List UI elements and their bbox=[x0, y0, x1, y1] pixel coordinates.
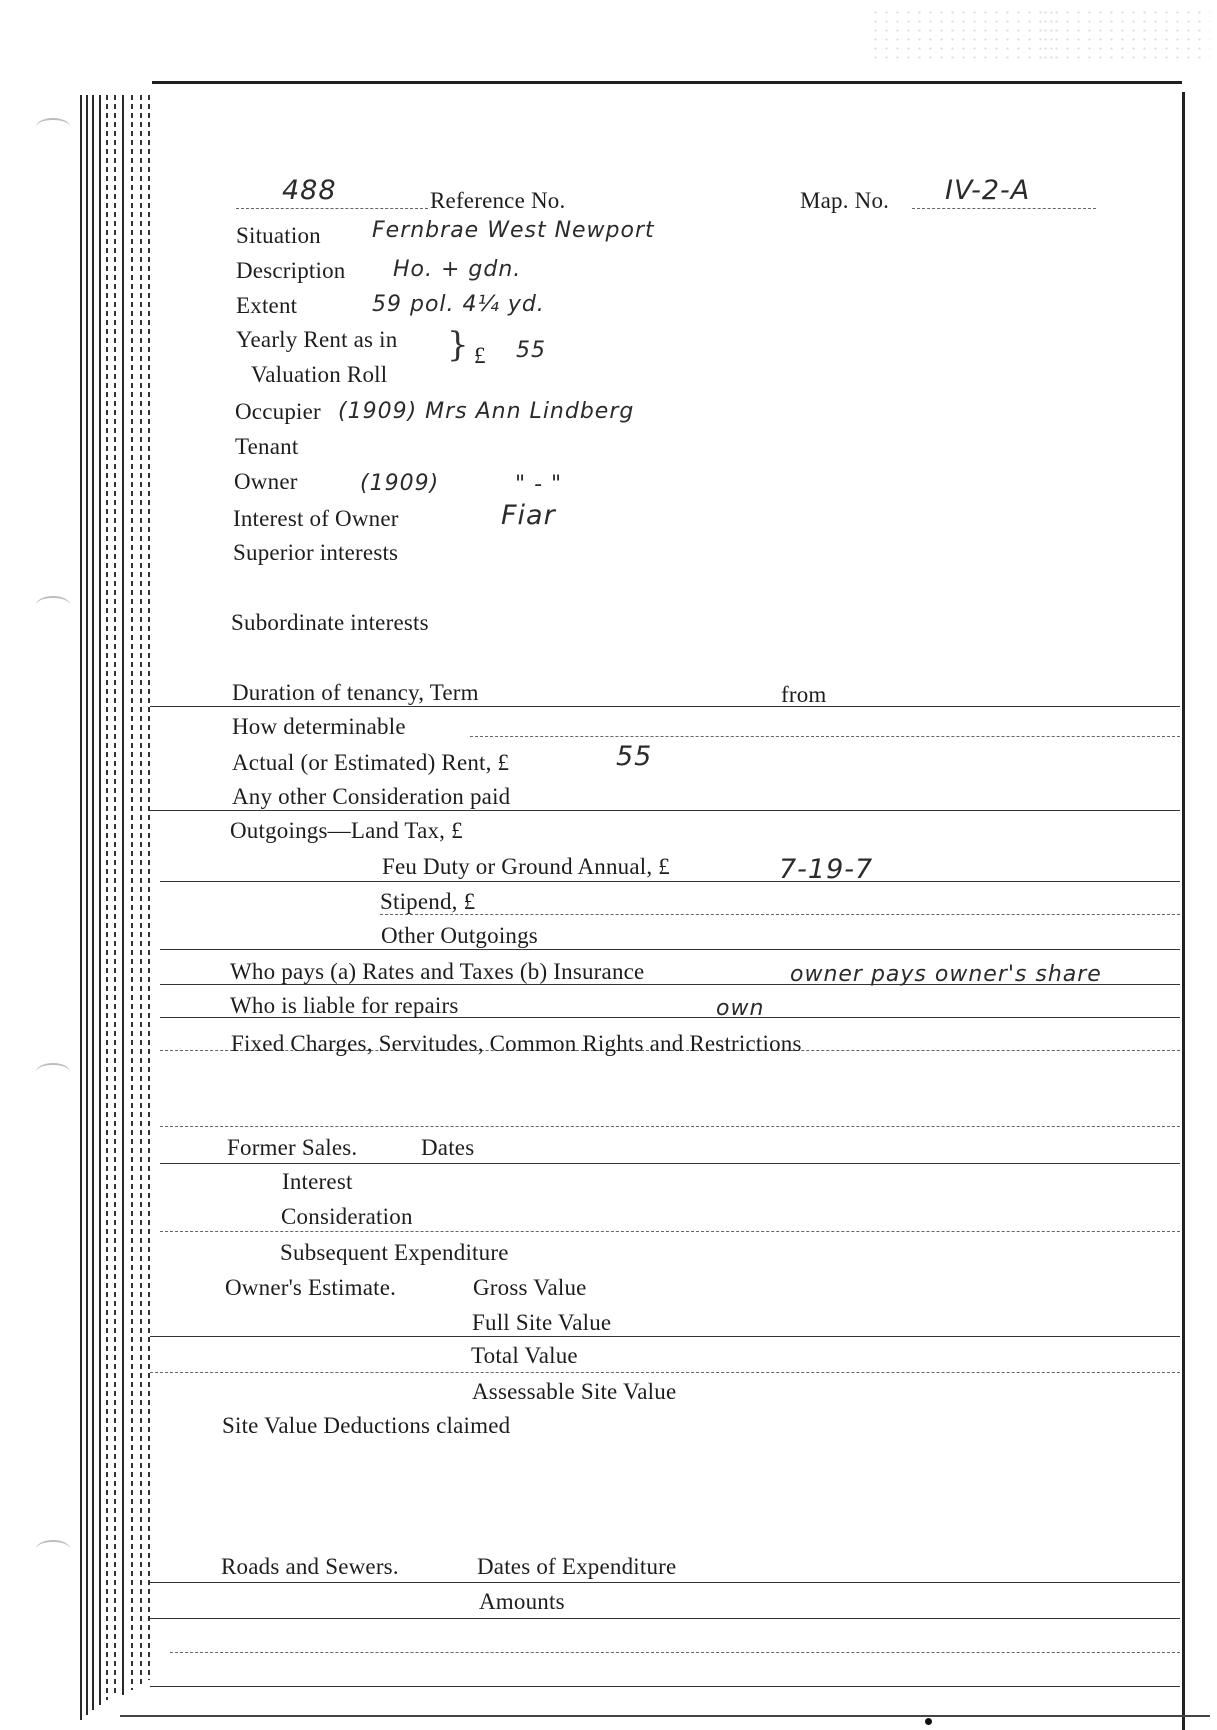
actual-rent-value: 55 bbox=[616, 741, 653, 772]
punch-hole-mark bbox=[36, 118, 70, 136]
feu-duty-label: Feu Duty or Ground Annual, £ bbox=[382, 854, 670, 879]
owner-ditto-value: " - " bbox=[515, 472, 563, 497]
punch-hole-mark bbox=[36, 1063, 70, 1081]
binding-edge bbox=[86, 95, 88, 1715]
roads-sewers-label: Roads and Sewers. bbox=[221, 1554, 399, 1579]
description-value: Ho. + gdn. bbox=[393, 257, 522, 282]
situation-label: Situation bbox=[236, 223, 321, 248]
who-pays-value: owner pays owner's share bbox=[790, 962, 1102, 987]
yearly-rent-pound: £ bbox=[474, 343, 486, 368]
interest-label: Interest bbox=[282, 1169, 353, 1194]
page-bottom-edge bbox=[120, 1715, 1210, 1717]
former-sales-label: Former Sales. bbox=[227, 1135, 358, 1160]
repairs-label: Who is liable for repairs bbox=[230, 993, 459, 1018]
map-no-value: IV-2-A bbox=[945, 175, 1031, 206]
owners-estimate-label: Owner's Estimate. bbox=[225, 1275, 397, 1300]
situation-value: Fernbrae West Newport bbox=[372, 218, 655, 243]
dates-expenditure-label: Dates of Expenditure bbox=[477, 1554, 677, 1579]
binding-edge bbox=[80, 95, 82, 1720]
fixed-charges-label: Fixed Charges, Servitudes, Common Rights and Restrictions bbox=[231, 1031, 802, 1056]
ruled-line bbox=[160, 1231, 1180, 1232]
binding-edge bbox=[122, 95, 124, 1695]
binding-edge bbox=[148, 95, 150, 1680]
site-deductions-label: Site Value Deductions claimed bbox=[222, 1413, 511, 1438]
page-top-edge bbox=[152, 81, 1182, 84]
who-pays-label: Who pays (a) Rates and Taxes (b) Insurance bbox=[230, 959, 645, 984]
extent-value: 59 pol. 4¼ yd. bbox=[372, 292, 545, 317]
binding-edge bbox=[114, 95, 116, 1695]
ruled-line bbox=[150, 706, 1180, 707]
reference-no-label: Reference No. bbox=[430, 188, 566, 213]
former-sales-dates-label: Dates bbox=[421, 1135, 475, 1160]
binding-edge bbox=[99, 95, 101, 1705]
occupier-value: (1909) Mrs Ann Lindberg bbox=[338, 399, 635, 424]
assessable-site-value-label: Assessable Site Value bbox=[472, 1379, 677, 1404]
interest-of-owner-label: Interest of Owner bbox=[233, 506, 399, 531]
bracket-mark: } bbox=[447, 325, 469, 365]
owner-year-value: (1909) bbox=[360, 471, 440, 496]
repairs-value: own bbox=[716, 996, 765, 1021]
map-no-label: Map. No. bbox=[800, 188, 890, 213]
occupier-label: Occupier bbox=[235, 399, 321, 424]
ruled-line bbox=[470, 736, 1180, 737]
scan-speckle bbox=[870, 8, 1060, 60]
ruled-line bbox=[160, 881, 1180, 882]
binding-edge bbox=[106, 95, 108, 1700]
ruled-line bbox=[150, 1618, 1180, 1619]
other-outgoings-label: Other Outgoings bbox=[381, 923, 538, 948]
scan-speckle bbox=[1040, 8, 1210, 60]
binding-edge bbox=[140, 95, 142, 1685]
ruled-line bbox=[160, 949, 1180, 950]
consideration-label: Consideration bbox=[281, 1204, 413, 1229]
outgoings-label: Outgoings—Land Tax, £ bbox=[230, 818, 463, 843]
ref-no-line bbox=[236, 208, 428, 209]
actual-rent-label: Actual (or Estimated) Rent, £ bbox=[232, 750, 510, 775]
feu-duty-value: 7-19-7 bbox=[779, 854, 874, 885]
interest-of-owner-value: Fiar bbox=[501, 500, 556, 531]
stipend-label: Stipend, £ bbox=[380, 889, 476, 914]
other-consideration-label: Any other Consideration paid bbox=[232, 784, 511, 809]
ruled-line bbox=[150, 1582, 1180, 1583]
page-right-edge bbox=[1182, 92, 1185, 1730]
ruled-line bbox=[160, 1126, 1180, 1127]
full-site-value-label: Full Site Value bbox=[472, 1310, 612, 1335]
valuation-roll-label: Valuation Roll bbox=[251, 362, 388, 387]
reference-no-value: 488 bbox=[282, 175, 337, 206]
superior-interests-label: Superior interests bbox=[233, 540, 399, 565]
binding-edge bbox=[92, 95, 94, 1710]
extent-label: Extent bbox=[236, 293, 298, 318]
yearly-rent-value: 55 bbox=[516, 338, 546, 363]
ruled-line bbox=[150, 1372, 1180, 1373]
ruled-line bbox=[380, 914, 1180, 915]
yearly-rent-label: Yearly Rent as in bbox=[236, 327, 398, 352]
map-no-line bbox=[912, 208, 1096, 209]
binding-edge bbox=[131, 95, 133, 1690]
punch-hole-mark bbox=[36, 1540, 70, 1558]
duration-label: Duration of tenancy, Term bbox=[232, 680, 479, 705]
owner-label: Owner bbox=[234, 469, 298, 494]
how-determinable-label: How determinable bbox=[232, 714, 406, 739]
total-value-label: Total Value bbox=[471, 1343, 578, 1368]
subsequent-expenditure-label: Subsequent Expenditure bbox=[280, 1240, 509, 1265]
punch-hole-mark bbox=[36, 596, 70, 614]
amounts-label: Amounts bbox=[479, 1589, 565, 1614]
gross-value-label: Gross Value bbox=[473, 1275, 587, 1300]
tenant-label: Tenant bbox=[235, 434, 299, 459]
ruled-line bbox=[160, 1163, 1180, 1164]
ruled-line bbox=[150, 1336, 1180, 1337]
ruled-line bbox=[170, 1652, 1180, 1653]
ruled-line bbox=[150, 810, 1180, 811]
from-label: from bbox=[781, 682, 827, 707]
description-label: Description bbox=[236, 258, 346, 283]
ruled-line bbox=[150, 1686, 1180, 1687]
ink-spot bbox=[925, 1718, 932, 1725]
subordinate-interests-label: Subordinate interests bbox=[231, 610, 429, 635]
